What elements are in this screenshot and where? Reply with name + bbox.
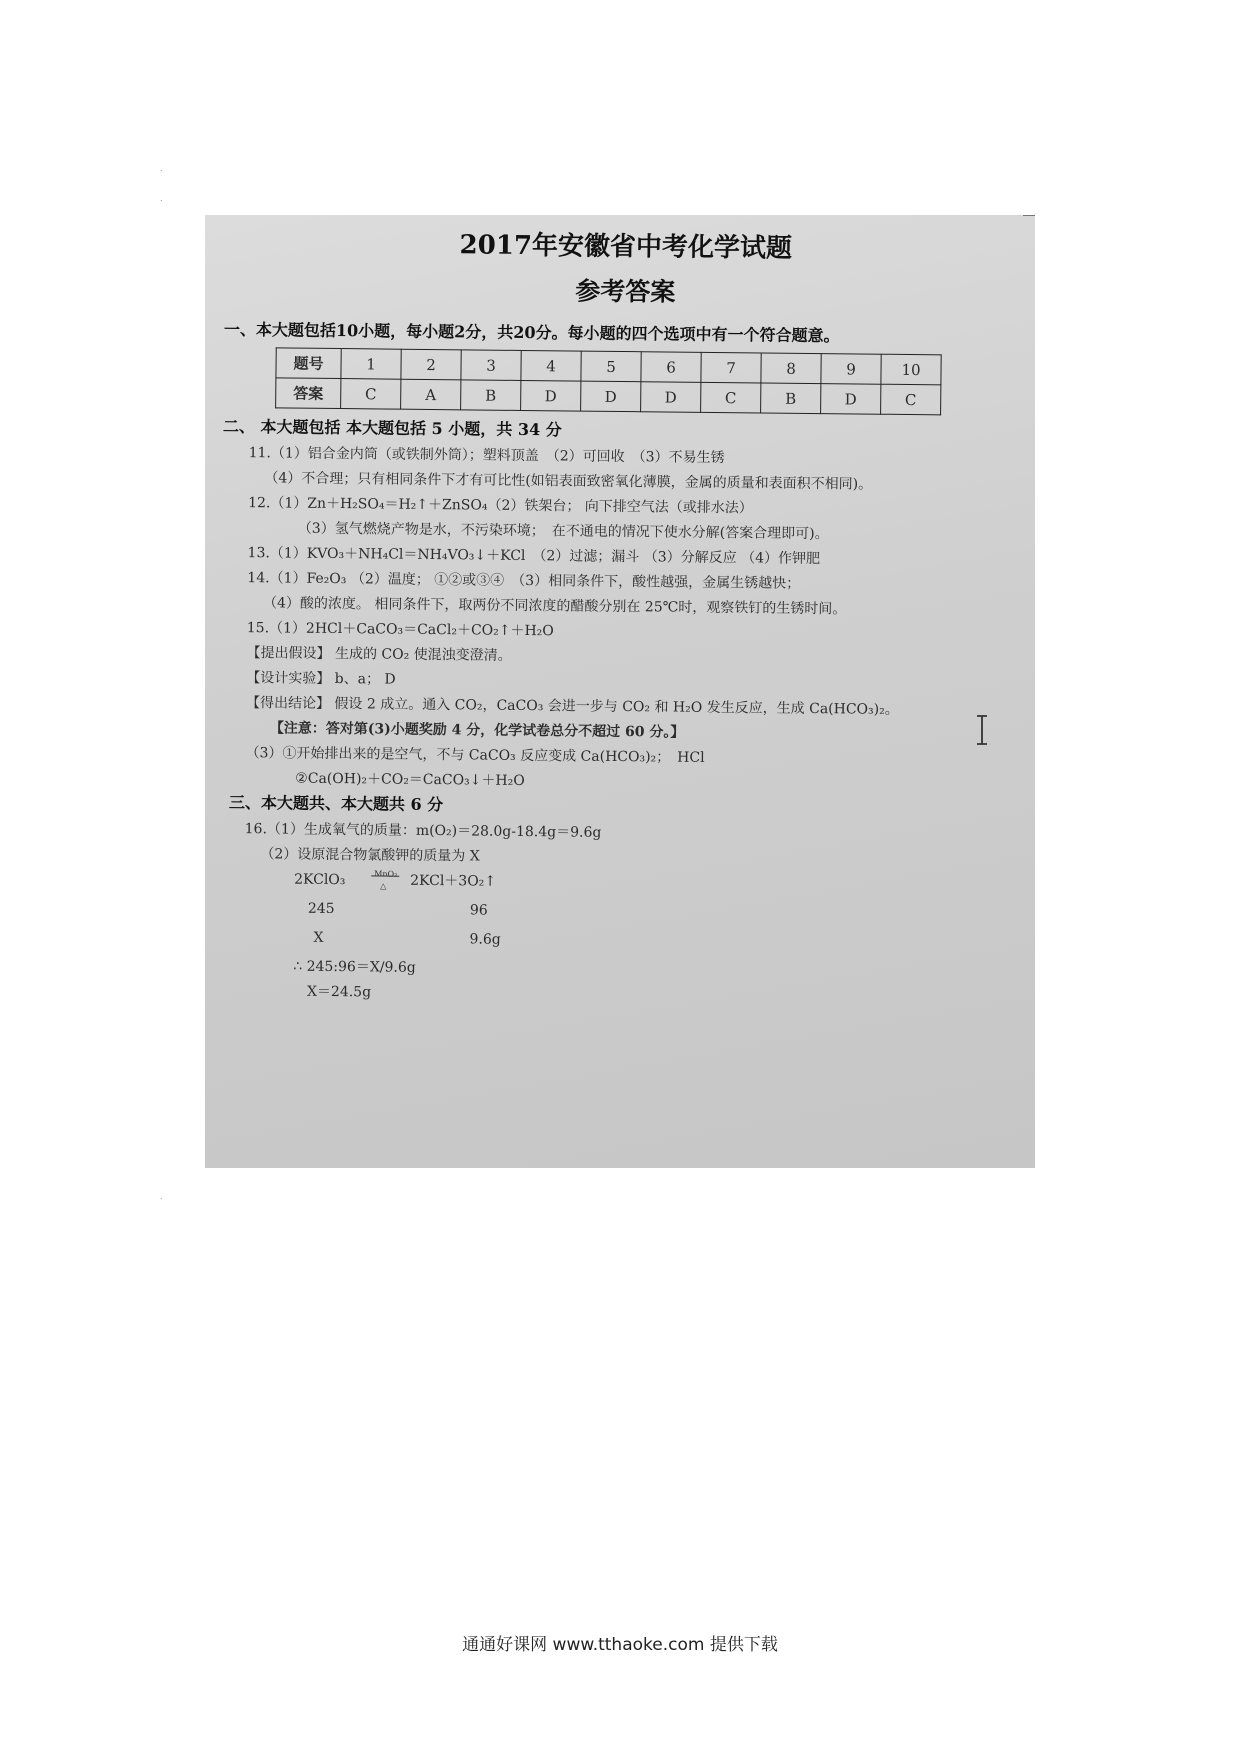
answer-cell: A [401, 379, 461, 410]
answer-line-q15-hypothesis: 【提出假设】 生成的 CO₂ 使混浊变澄清。 [246, 645, 512, 664]
answer-cell: D [581, 381, 641, 412]
question-number: 1 [341, 349, 401, 380]
molar-mass-kclo3: 245 [307, 900, 335, 918]
answer-cell: D [521, 380, 581, 411]
answer-cell: D [821, 384, 881, 415]
scoring-note: 【注意：答对第(3)小题奖励 4 分，化学试卷总分不超过 60 分。】 [269, 720, 685, 741]
answer-cell: D [641, 382, 701, 413]
document-title: 2017年安徽省中考化学试题 [459, 230, 793, 264]
unknown-row [233, 928, 1003, 958]
answer-line-q16-1: 16.（1）生成氧气的质量：m(O₂)＝28.0g-18.4g＝9.6g [244, 821, 602, 841]
question-number: 2 [401, 349, 461, 380]
answer-line-q15-3b: ②Ca(OH)₂＋CO₂＝CaCO₃↓＋H₂O [295, 770, 525, 790]
photo-edge-mark [1023, 215, 1035, 220]
answer-table [275, 347, 942, 415]
answer-key-photo [205, 215, 1035, 1168]
oxygen-mass: 9.6g [469, 931, 501, 948]
answer-row [276, 378, 941, 415]
answer-line-q12-1: 12.（1）Zn＋H₂SO₄＝H₂↑＋ZnSO₄（2）铁架台； 向下排空气法（或排水法） [248, 495, 753, 517]
equation-reactant: 2KClO₃ [294, 871, 346, 889]
equation-catalyst: MnO₂ [374, 869, 398, 879]
row-label: 题号 [276, 348, 341, 379]
document-subtitle: 参考答案 [575, 276, 676, 307]
decorative-dot: . [160, 194, 163, 203]
answer-line-q11-4: （4）不合理；只有相同条件下才有可比性(如铝表面致密氧化薄膜，金属的质量和表面积不相同)。 [264, 470, 873, 493]
question-number: 3 [461, 350, 521, 381]
question-number: 10 [881, 354, 941, 385]
answer-cell: C [881, 384, 941, 415]
text-cursor-icon [975, 715, 989, 745]
answer-cell: C [701, 382, 761, 413]
answer-line-q11-1: 11.（1）铝合金内筒（或铁制外筒）；塑料顶盖 （2）可回收 （3）不易生锈 [248, 445, 725, 467]
answer-line-q14-1: 14.（1）Fe₂O₃ （2）温度； ①②或③④ （3）相同条件下，酸性越强，金属生锈越快； [247, 570, 801, 592]
answer-cell: B [461, 380, 521, 411]
answer-line-q16-2: （2）设原混合物氯酸钾的质量为 X [260, 846, 480, 865]
question-number: 9 [821, 354, 881, 385]
equation-heat: △ [380, 881, 387, 891]
answer-line-q15-experiment: 【设计实验】 b、a； D [246, 670, 396, 688]
chemical-equation [234, 870, 1004, 900]
section-2-heading: 二、 本大题包括 本大题包括 5 小题，共 34 分 [222, 416, 562, 440]
question-number: 8 [761, 353, 821, 384]
unknown-x: X [313, 929, 324, 946]
footer-credit: 通通好课网 www.tthaoke.com 提供下载 [462, 1635, 778, 1655]
question-number: 4 [521, 350, 581, 381]
answer-line-q12-3: （3）氢气燃烧产物是水，不污染环境； 在不通电的情况下使水分解(答案合理即可)。 [297, 520, 829, 543]
molar-mass-row [234, 899, 1004, 929]
answer-line-q13: 13.（1）KVO₃＋NH₄Cl＝NH₄VO₃↓＋KCl （2）过滤；漏斗 （3）分解反应 （4）作钾肥 [247, 545, 821, 568]
answer-cell: C [341, 379, 401, 410]
answer-line-q15-3a: （3）①开始排出来的是空气，不与 CaCO₃ 反应变成 Ca(HCO₃)₂； HCl [245, 745, 705, 766]
row-label: 答案 [276, 378, 341, 409]
ratio-line: ∴ 245:96＝X/9.6g [293, 958, 416, 976]
section-3-heading: 三、本大题共、本大题共 6 分 [228, 792, 444, 815]
answer-key-document [222, 227, 1011, 1015]
answer-cell: B [761, 383, 821, 414]
question-number: 5 [581, 351, 641, 382]
answer-line-q15-1: 15.（1）2HCl＋CaCO₃＝CaCl₂＋CO₂↑＋H₂O [246, 620, 554, 640]
decorative-dot: . [160, 164, 163, 173]
molar-mass-o2: 96 [469, 902, 488, 919]
answer-line-q14-4: （4）酸的浓度。 相同条件下，取两份不同浓度的醋酸分别在 25℃时，观察铁钉的生锈时间。 [262, 595, 847, 618]
answer-line-q15-conclusion: 【得出结论】 假设 2 成立。通入 CO₂，CaCO₃ 会进一步与 CO₂ 和 H₂O 发生反应，生成 Ca(HCO₃)₂。 [245, 695, 899, 718]
question-number: 7 [701, 352, 761, 383]
result-line: X＝24.5g [306, 983, 372, 1001]
section-1-heading: 一、本大题包括10小题，每小题2分，共20分。每小题的四个选项中有一个符合题意。 [223, 319, 840, 346]
question-number: 6 [641, 352, 701, 383]
decorative-dot: . [160, 1192, 163, 1201]
equation-products: 2KCl＋3O₂↑ [410, 872, 497, 890]
